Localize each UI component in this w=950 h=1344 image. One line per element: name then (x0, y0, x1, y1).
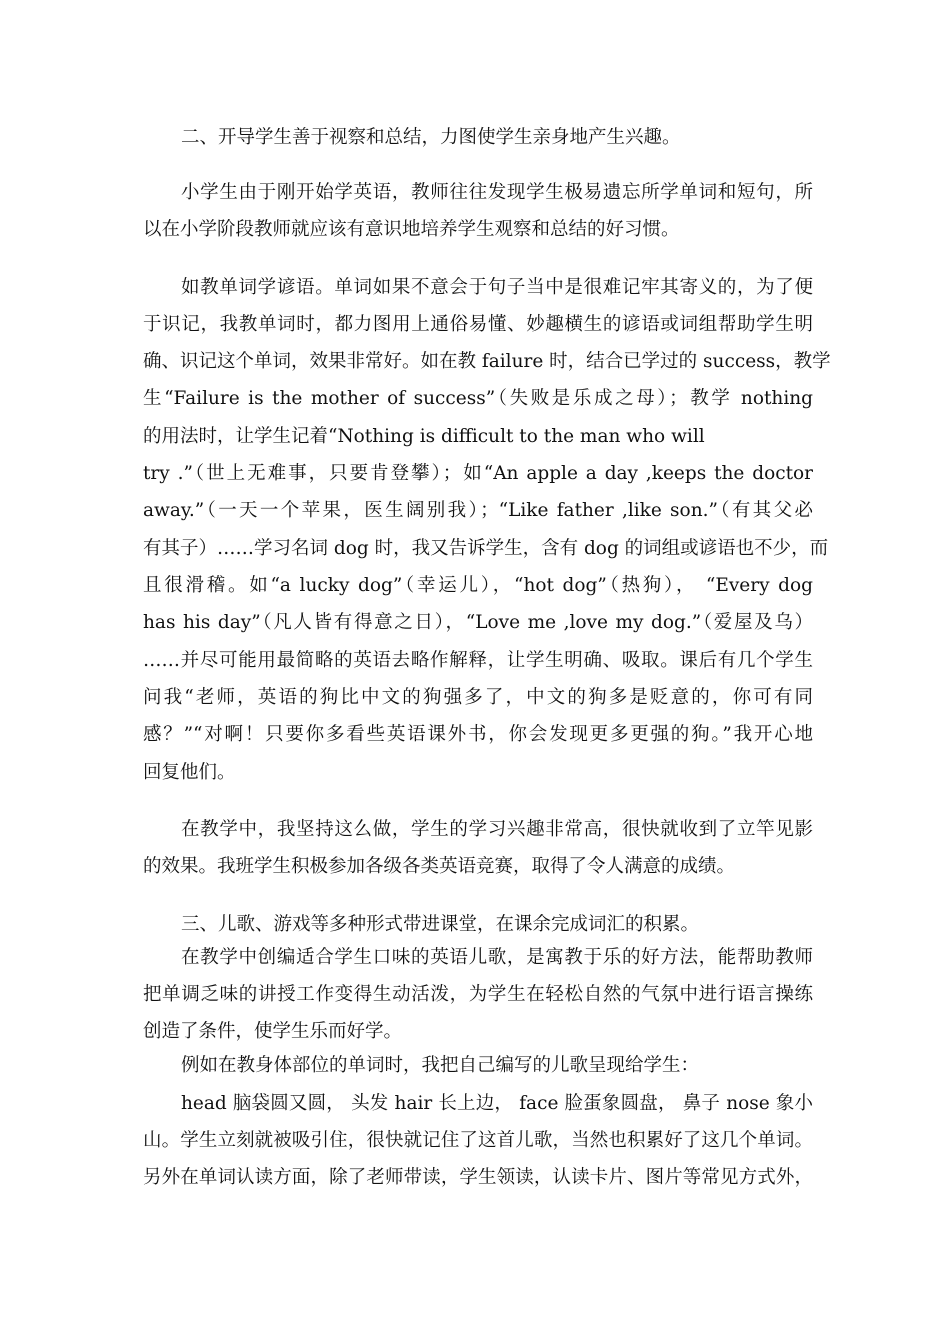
paragraph-line: 例如在教身体部位的单词时，我把自己编写的儿歌呈现给学生： (181, 1055, 700, 1076)
paragraph-line: 的用法时，让学生记着“Nothing is difficult to the man who will (143, 426, 705, 447)
paragraph-line: 山。学生立刻就被吸引住，很快就记住了这首儿歌，当然也积累好了这几个单词。 (143, 1130, 813, 1151)
paragraph-line: 问我“老师，英语的狗比中文的狗强多了，中文的狗多是贬意的，你可有同 (143, 687, 813, 708)
paragraph-line: ……并尽可能用最简略的英语去略作解释，让学生明确、吸取。课后有几个学生 (143, 650, 813, 671)
paragraph-line: head 脑袋圆又圆， 头发 hair 长上边， face 脸蛋象圆盘， 鼻子 nose 象小 (181, 1093, 813, 1114)
paragraph-line: away.”（一天一个苹果，医生阔别我）；“Like father ,like son.”（有其父必 (143, 500, 813, 521)
paragraph-line: 回复他们。 (143, 762, 236, 783)
paragraph-line: 把单调乏味的讲授工作变得生动活泼，为学生在轻松自然的气氛中进行语言操练 (143, 984, 813, 1005)
section-heading-2: 二、开导学生善于视察和总结，力图使学生亲身地产生兴趣。 (181, 127, 681, 148)
paragraph-line: 的效果。我班学生积极参加各级各类英语竞赛，取得了令人满意的成绩。 (143, 856, 736, 877)
paragraph-line: 有其子）……学习名词 dog 时，我又告诉学生，含有 dog 的词组或谚语也不少，而 (143, 538, 829, 559)
paragraph-line: 小学生由于刚开始学英语，教师往往发现学生极易遗忘所学单词和短句，所 (181, 182, 813, 203)
paragraph-line: 创造了条件，使学生乐而好学。 (143, 1021, 403, 1042)
paragraph-line: 感？”“对啊！只要你多看些英语课外书，你会发现更多更强的狗。”我开心地 (143, 724, 813, 745)
paragraph-line: 如教单词学谚语。单词如果不意会于句子当中是很难记牢其寄义的，为了便 (181, 277, 813, 298)
paragraph-line: 另外在单词认读方面，除了老师带读，学生领读，认读卡片、图片等常见方式外， (143, 1167, 813, 1188)
paragraph-line: 确、识记这个单词，效果非常好。如在教 failure 时，结合已学过的 success，教学 (143, 351, 831, 372)
paragraph-line: 以在小学阶段教师就应该有意识地培养学生观察和总结的好习惯。 (143, 219, 680, 240)
paragraph-line: 于识记，我教单词时，都力图用上通俗易懂、妙趣横生的谚语或词组帮助学生明 (143, 314, 813, 335)
section-heading-3: 三、儿歌、游戏等多种形式带进课堂，在课余完成词汇的积累。 (181, 914, 700, 935)
paragraph-line: 且很滑稽。如“a lucky dog”（幸运儿），“hot dog”（热狗）， “Every dog (143, 575, 813, 596)
paragraph-line: try .”（世上无难事，只要肯登攀）；如“An apple a day ,keeps the doctor (143, 463, 813, 484)
paragraph-line: 在教学中创编适合学生口味的英语儿歌，是寓教于乐的好方法，能帮助教师 (181, 947, 813, 968)
paragraph-line: 生“Failure is the mother of success”（失败是乐成之母）；教学 nothing (143, 388, 813, 409)
paragraph-line: has his day”（凡人皆有得意之日），“Love me ,love my dog.”（爱屋及乌） (143, 612, 813, 633)
paragraph-line: 在教学中，我坚持这么做，学生的学习兴趣非常高，很快就收到了立竿见影 (181, 819, 813, 840)
